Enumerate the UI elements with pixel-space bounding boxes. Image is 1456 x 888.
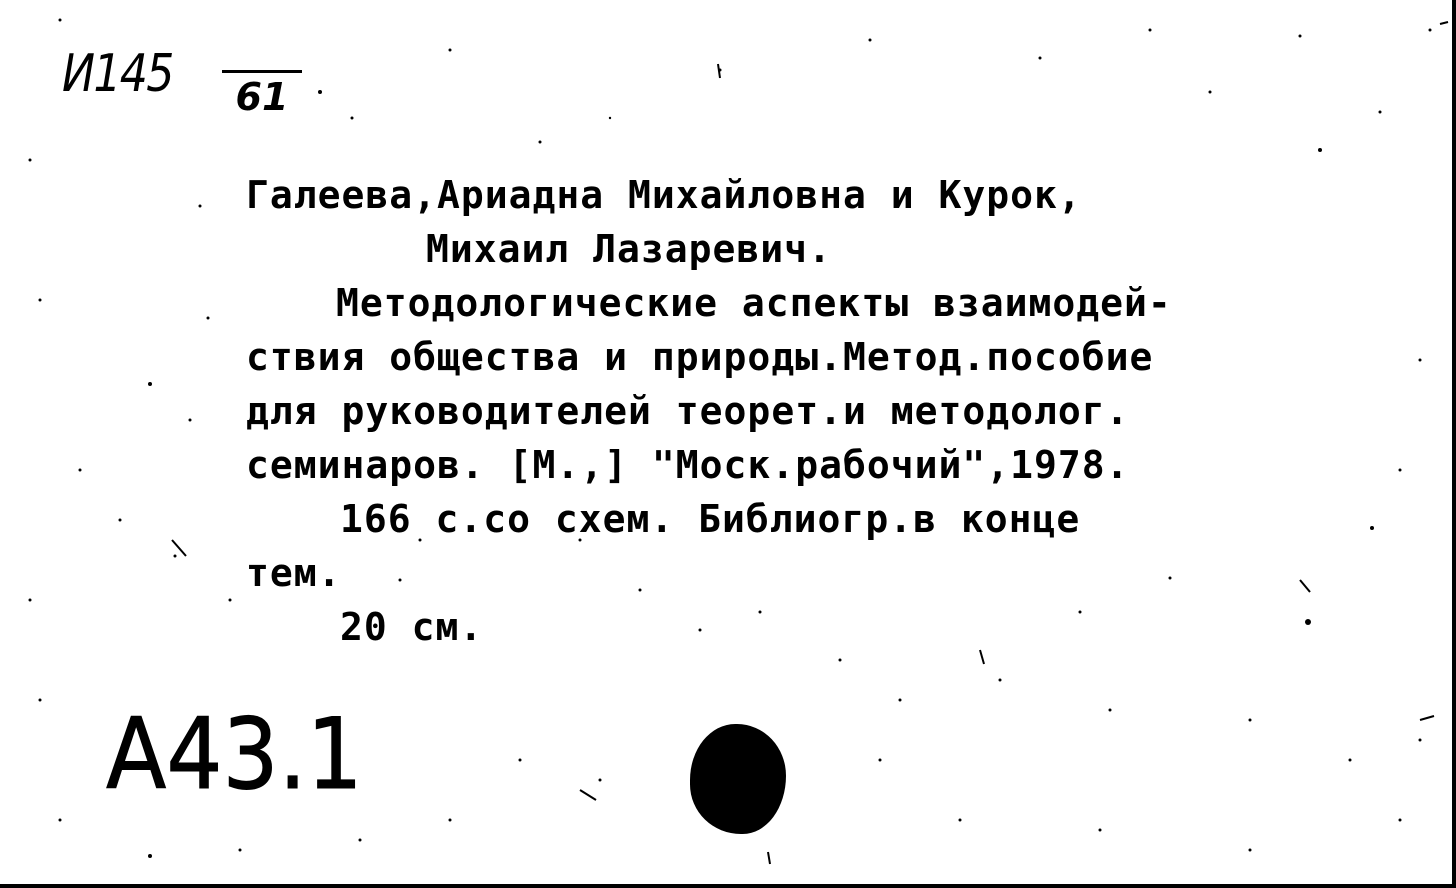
entry-line-title: Методологические аспекты взаимодей-: [336, 281, 1172, 325]
bibliographic-entry: [246, 168, 1406, 654]
entry-line-imprint: семинаров. [М.,] "Моск.рабочий",1978.: [246, 443, 1130, 487]
entry-line-authors: Галеева,Ариадна Михайловна и Курок,: [246, 173, 1082, 217]
classification-code: А43.1: [106, 698, 363, 812]
entry-line-pagination: 166 с.со схем. Библиогр.в конце: [340, 497, 1081, 541]
entry-line-size: 20 см.: [340, 605, 484, 649]
shelf-mark-sub: 61: [222, 70, 302, 119]
shelf-mark-main: И145: [62, 44, 173, 104]
entry-line-pagination-cont: тем.: [246, 551, 342, 595]
entry-line-title-cont: ствия общества и природы.Метод.пособие: [246, 335, 1154, 379]
entry-line-authors-cont: Михаил Лазаревич.: [426, 227, 832, 271]
punch-hole: [690, 724, 786, 834]
entry-line-title-cont: для руководителей теорет.и методолог.: [246, 389, 1130, 433]
